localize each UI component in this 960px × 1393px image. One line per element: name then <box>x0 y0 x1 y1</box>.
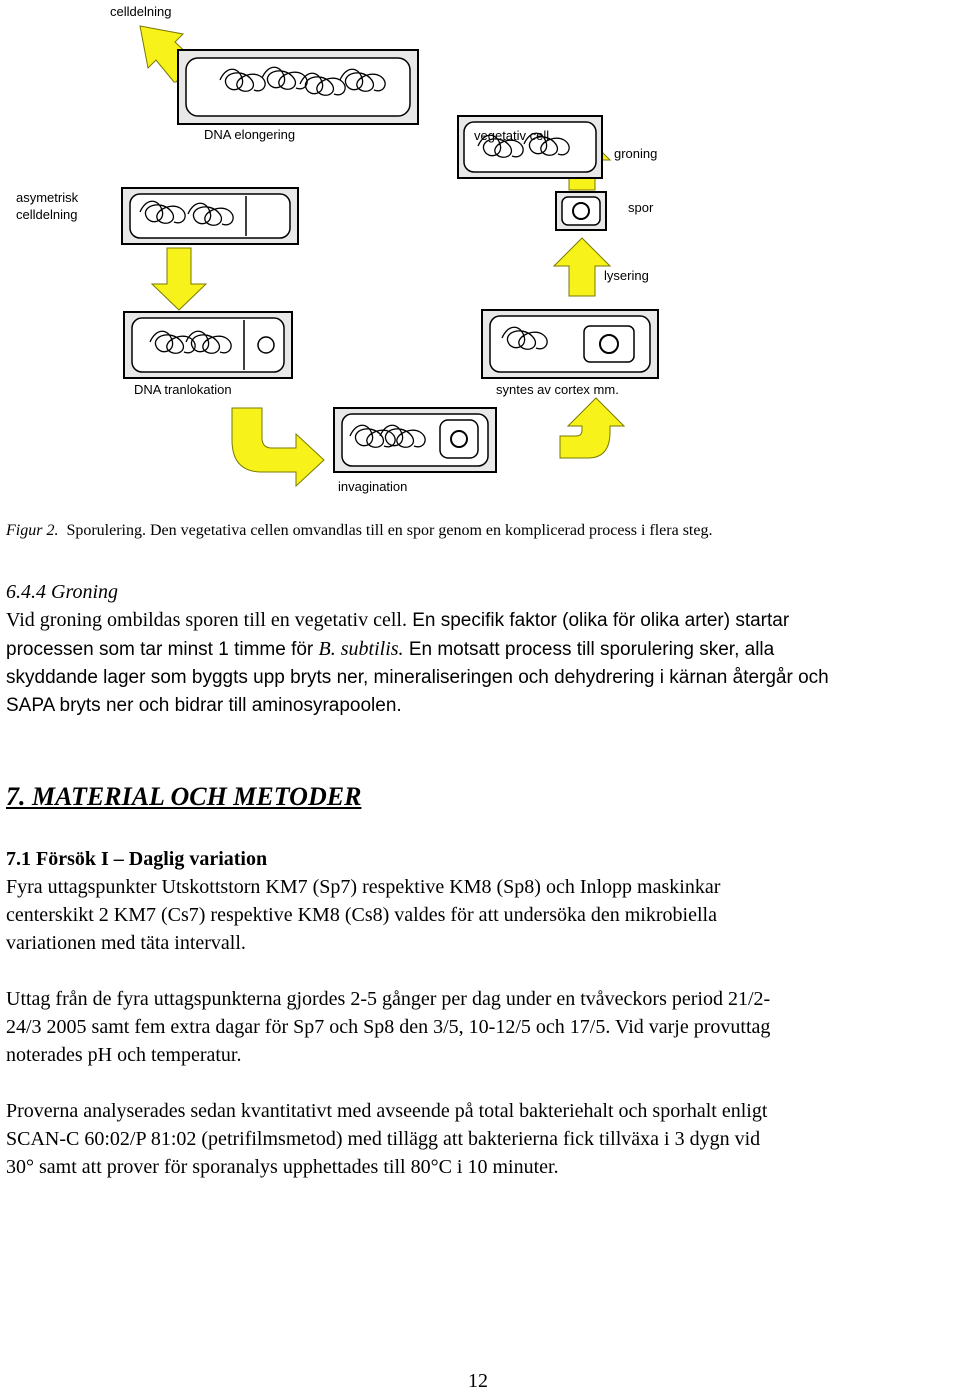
page-number: 12 <box>468 1370 488 1392</box>
section-644-line4: SAPA bryts ner och bidrar till aminosyrapoolen. <box>6 695 402 716</box>
p3-line3: 30° samt att prover för sporanalys upphettades till 80°C i 10 minuter. <box>6 1156 559 1178</box>
section-71 <box>6 845 958 1181</box>
arrow-curve-left <box>232 408 324 486</box>
section-644-line2a: processen som tar minst 1 timme för <box>6 639 319 660</box>
label-lysering: lysering <box>604 268 649 283</box>
section-644 <box>6 578 958 720</box>
cell-asymetrisk <box>122 188 298 244</box>
label-dna-tranlokation: DNA tranlokation <box>134 382 232 397</box>
cell-invagination <box>334 408 496 472</box>
species-name: B. subtilis. <box>318 638 404 660</box>
cell-spor <box>556 192 606 230</box>
label-vegetativ-cell: vegetativ cell <box>474 128 550 143</box>
label-dna-elongering: DNA elongering <box>204 127 296 142</box>
label-asymetrisk-celldelning: celldelning <box>16 207 78 222</box>
p2-line1: Uttag från de fyra uttagspunkterna gjordes 2-5 gånger per dag under en tvåveckors period 21/2- <box>6 988 771 1010</box>
section-644-heading: 6.4.4 Groning <box>6 581 119 603</box>
label-groning: groning <box>614 146 658 161</box>
p1-line1: Fyra uttagspunkter Utskottstorn KM7 (Sp7) respektive KM8 (Sp8) och Inlopp maskinkar <box>6 876 721 898</box>
p3-line1: Proverna analyserades sedan kvantitativt med avseende på total bakteriehalt och sporhalt enligt <box>6 1100 768 1122</box>
section-71-heading: 7.1 Försök I – Daglig variation <box>6 848 268 870</box>
figure-label: Figur 2. <box>6 522 59 539</box>
p2-line3: noterades pH och temperatur. <box>6 1044 242 1066</box>
section-644-line1b: En specifik faktor (olika för olika arter) startar <box>406 610 790 631</box>
sporulation-diagram <box>0 0 960 500</box>
cell-dna-elongering <box>178 50 418 124</box>
p1-line3: variationen med täta intervall. <box>6 932 246 954</box>
p2-line2: 24/3 2005 samt fem extra dagar för Sp7 och Sp8 den 3/5, 10-12/5 och 17/5. Vid varje provuttag <box>6 1016 771 1038</box>
label-invagination: invagination <box>338 479 408 494</box>
section-7-heading: 7. MATERIAL OCH METODER <box>6 782 362 811</box>
section-644-line3: skyddande lager som byggts upp bryts ner, mineraliseringen och dehydrering i kärnan återgår och <box>6 667 829 688</box>
section-644-line2b: En motsatt process till sporulering sker, alla <box>403 639 775 660</box>
arrow-down-left <box>152 248 206 310</box>
arrow-curve-right <box>560 398 624 458</box>
figure-caption-text: Sporulering. Den vegetativa cellen omvandlas till en spor genom en komplicerad process i flera steg. <box>66 522 713 539</box>
section-644-line1: Vid groning ombildas sporen till en vegetativ cell. <box>6 609 407 631</box>
label-syntes-cortex: syntes av cortex mm. <box>496 382 619 397</box>
cell-dna-tranlokation <box>124 312 292 378</box>
cell-vegetativ <box>458 116 602 178</box>
figure-caption <box>6 522 712 540</box>
label-celldelning: celldelning <box>110 4 172 19</box>
label-spor: spor <box>628 200 654 215</box>
arrow-up-right-2 <box>554 238 610 296</box>
label-asymetrisk: asymetrisk <box>16 190 79 205</box>
cell-syntes-cortex <box>482 310 658 378</box>
p1-line2: centerskikt 2 KM7 (Cs7) respektive KM8 (Cs8) valdes för att undersöka den mikrobiella <box>6 904 717 926</box>
p3-line2: SCAN-C 60:02/P 81:02 (petrifilmsmetod) med tillägg att bakterierna fick tillväxa i 3 dygn vid <box>6 1128 761 1150</box>
